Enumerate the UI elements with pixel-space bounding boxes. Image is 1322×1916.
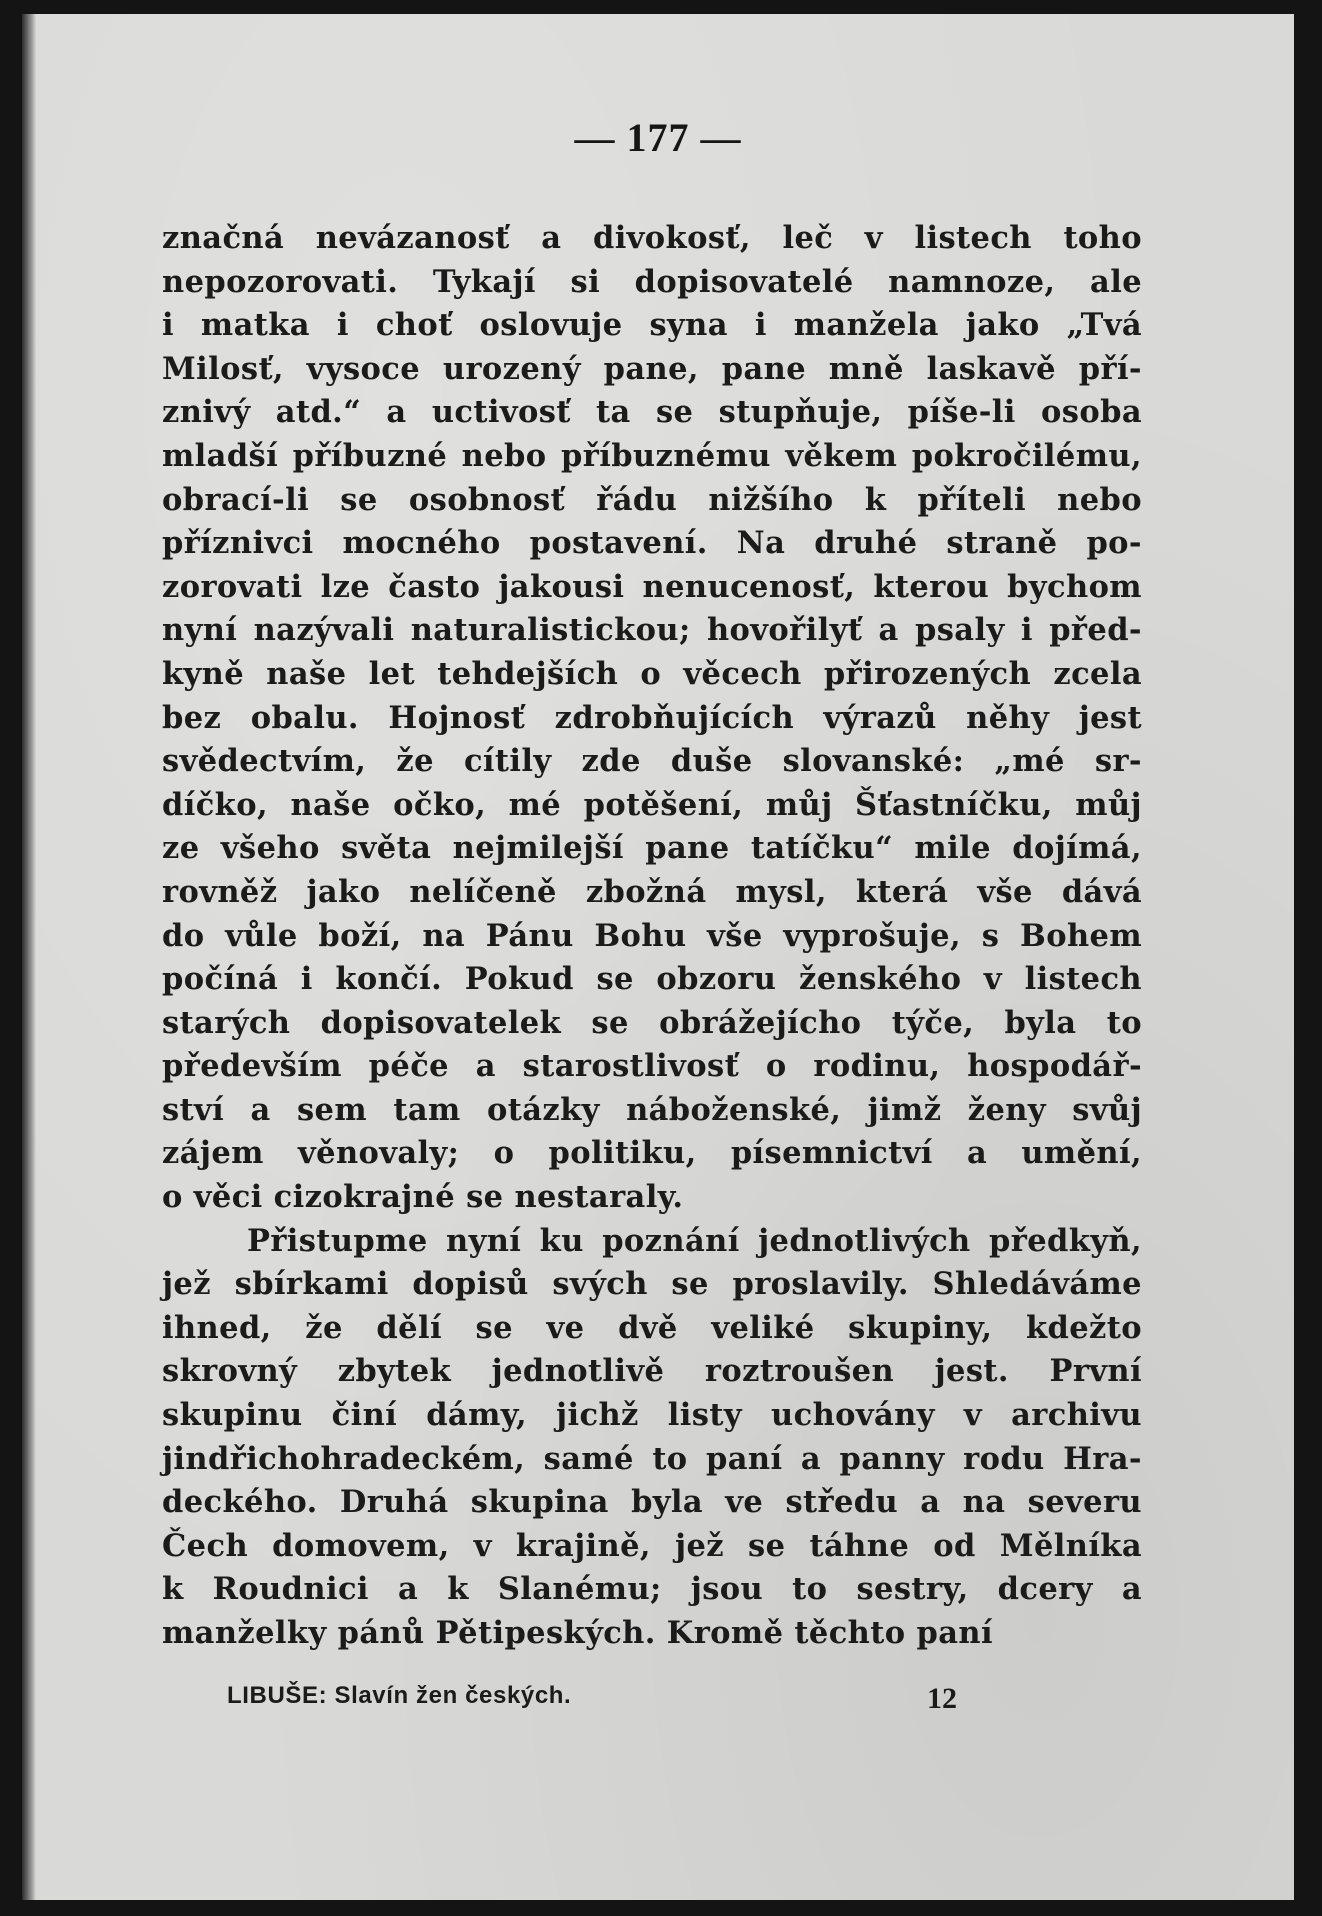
text-line: ihned, že dělí se ve dvě veliké skupiny, kdežto (162, 1309, 1142, 1346)
text-line: bez obalu. Hojnosť zdrobňujících výrazů něhy jest (162, 699, 1142, 736)
text-line: jindřichohradeckém, samé to paní a panny rodu Hra- (162, 1440, 1142, 1477)
text-line: kyně naše let tehdejších o věcech přirozených zcela (162, 655, 1142, 692)
text-line: svědectvím, že cítily zde duše slovanské: „mé sr- (162, 743, 1142, 780)
page-number: — 177 — (574, 115, 742, 160)
text-line: Milosť, vysoce urozený pane, pane mně laskavě pří- (162, 350, 1142, 387)
text-line: do vůle boží, na Pánu Bohu vše vyprošuje, s Bohem (162, 917, 1142, 954)
text-line: Čech domovem, v krajině, jež se táhne od Mělníka (162, 1527, 1142, 1564)
sheet-number: 12 (927, 1682, 957, 1715)
text-line: skrovný zbytek jednotlivě roztroušen jest. První (162, 1353, 1142, 1390)
text-line: mladší příbuzné nebo příbuznému věkem pokročilému, (162, 437, 1142, 474)
text-line: značná nevázanosť a divokosť, leč v listech toho (162, 220, 1142, 256)
text-line: ství a sem tam otázky náboženské, jimž ženy svůj (162, 1091, 1142, 1128)
text-line: deckého. Druhá skupina byla ve středu a na severu (162, 1484, 1142, 1521)
text-line: o věci cizokrajné se nestaraly. (162, 1179, 684, 1216)
text-line: k Roudnici a k Slanému; jsou to sestry, dcery a (162, 1571, 1142, 1608)
book-page (22, 14, 1294, 1900)
paragraph (162, 1220, 1142, 1656)
text-line: manželky pánů Pětipeských. Kromě těchto paní (162, 1615, 993, 1651)
text-line: i matka i choť oslovuje syna i manžela jako „Tvá (162, 307, 1142, 344)
text-line: rovněž jako nelíčeně zbožná mysl, která vše dává (162, 873, 1142, 910)
text-line: ze všeho světa nejmilejší pane tatíčku“ mile dojímá, (162, 830, 1142, 867)
paragraph (162, 217, 1142, 1220)
text-line: příznivci mocného postavení. Na druhé straně po- (162, 525, 1142, 562)
text-line: obrací-li se osobnosť řádu nižšího k příteli nebo (162, 481, 1142, 518)
text-line: Přistupme nyní ku poznání jednotlivých předkyň, (247, 1222, 1142, 1259)
text-line: zájem věnovaly; o politiku, písemnictví a umění, (162, 1135, 1142, 1172)
text-line: nyní nazývali naturalistickou; hovořilyť a psaly i před- (162, 612, 1142, 649)
text-line: především péče a starostlivosť o rodinu, hospodář- (162, 1048, 1142, 1085)
body-text (162, 217, 1142, 1656)
text-line: skupinu činí dámy, jichž listy uchovány v archivu (162, 1397, 1142, 1434)
signature-mark: LIBUŠE: Slavín žen českých. (227, 1682, 572, 1709)
text-line: starých dopisovatelek se obrážejícho týče, byla to (162, 1004, 1142, 1041)
text-line: zorovati lze často jakousi nenucenosť, kterou bychom (162, 568, 1142, 605)
text-line: nepozorovati. Tykají si dopisovatelé namnoze, ale (162, 263, 1142, 300)
text-line: díčko, naše očko, mé potěšení, můj Šťastníčku, můj (162, 786, 1142, 823)
text-line: počíná i končí. Pokud se obzoru ženského v listech (162, 961, 1142, 998)
text-line: znivý atd.“ a uctivosť ta se stupňuje, píše-li osoba (162, 394, 1142, 431)
page-binding-edge (22, 14, 36, 1900)
text-line: jež sbírkami dopisů svých se proslavily. Shledáváme (162, 1266, 1142, 1303)
